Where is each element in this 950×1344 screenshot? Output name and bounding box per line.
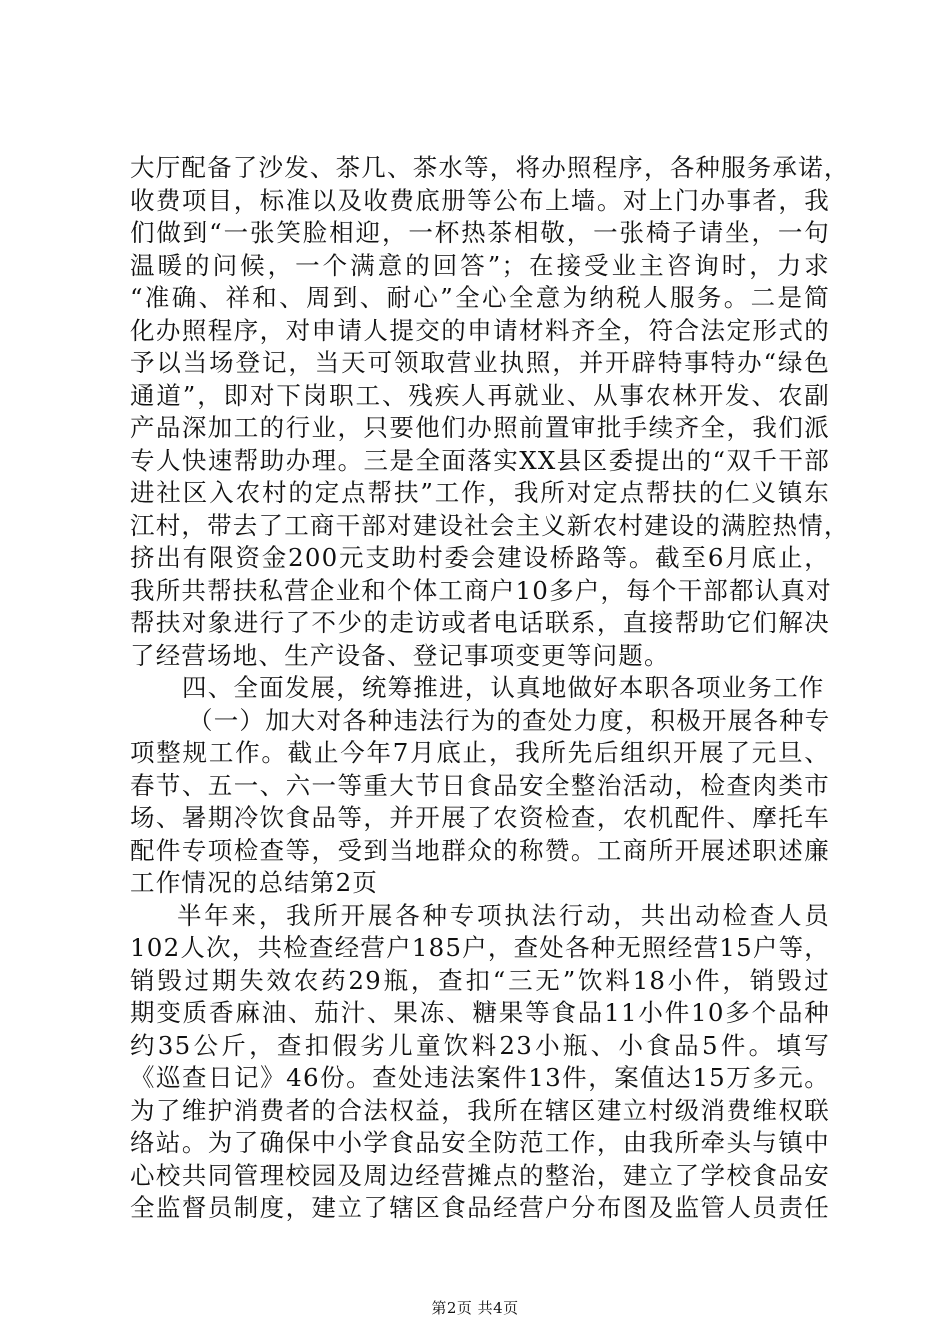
section-heading: 四、全面发展，统筹推进，认真地做好本职各项业务工作: [182, 673, 825, 702]
text-line: 心校共同管理校园及周边经营摊点的整治，建立了学校食品安: [130, 1160, 830, 1190]
text-line: 约35公斤，查扣假劣儿童饮料23小瓶、小食品5件。填写: [130, 1030, 830, 1060]
page-number-footer: 第2页 共4页: [431, 1299, 519, 1317]
text-line: 期变质香麻油、茄汁、果冻、糖果等食品11小件10多个品种: [130, 998, 830, 1027]
text-line: 收费项目，标准以及收费底册等公布上墙。对上门办事者，我: [130, 185, 830, 215]
text-line: 产品深加工的行业，只要他们办照前置审批手续齐全，我们派: [130, 413, 830, 442]
text-line: 大厅配备了沙发、茶几、茶水等，将办照程序，各种服务承诺，: [130, 153, 850, 182]
text-line: 工作情况的总结第2页: [130, 868, 379, 897]
text-line: 全监督员制度，建立了辖区食品经营户分布图及监管人员责任: [130, 1193, 830, 1222]
text-line: 温暖的问候，一个满意的回答”；在接受业主咨询时，力求: [130, 250, 830, 280]
text-line: 我所共帮扶私营企业和个体工商户10多户，每个干部都认真对: [130, 575, 832, 605]
text-line: 半年来，我所开展各种专项执法行动，共出动检查人员: [177, 900, 830, 930]
text-line: 予以当场登记，当天可领取营业执照，并开辟特事特办“绿色: [130, 348, 830, 377]
text-line: 配件专项检查等，受到当地群众的称赞。工商所开展述职述廉: [130, 835, 830, 865]
text-line: 化办照程序，对申请人提交的申请材料齐全，符合法定形式的: [130, 315, 830, 345]
text-line: 专人快速帮助办理。三是全面落实XX县区委提出的“双千干部: [130, 445, 830, 475]
document-body: [130, 152, 850, 1225]
text-line: 江村，带去了工商干部对建设社会主义新农村建设的满腔热情，: [130, 510, 850, 540]
text-line: 销毁过期失效农药29瓶，查扣“三无”饮料18小件，销毁过: [130, 965, 830, 995]
text-line: 春节、五一、六一等重大节日食品安全整治活动，检查肉类市: [130, 770, 830, 800]
text-line: 为了维护消费者的合法权益，我所在辖区建立村级消费维权联: [130, 1095, 830, 1125]
text-line: 挤出有限资金200元支助村委会建设桥路等。截至6月底止，: [130, 543, 830, 572]
text-line: 了经营场地、生产设备、登记事项变更等问题。: [130, 640, 670, 670]
text-line: 102人次，共检查经营户185户，查处各种无照经营15户等，: [130, 933, 830, 962]
text-line: 们做到“一张笑脸相迎，一杯热茶相敬，一张椅子请坐，一句: [130, 218, 830, 247]
text-line: （一）加大对各种违法行为的查处力度，积极开展各种专: [188, 705, 831, 735]
text-line: 络站。为了确保中小学食品安全防范工作，由我所牵头与镇中: [130, 1128, 830, 1157]
text-line: 通道”，即对下岗职工、残疾人再就业、从事农林开发、农副: [130, 380, 830, 410]
text-line: 进社区入农村的定点帮扶”工作，我所对定点帮扶的仁义镇东: [130, 478, 830, 507]
text-line: 项整规工作。截止今年7月底止，我所先后组织开展了元旦、: [130, 738, 830, 767]
text-line: 帮扶对象进行了不少的走访或者电话联系，直接帮助它们解决: [130, 608, 830, 637]
text-line: 场、暑期冷饮食品等，并开展了农资检查，农机配件、摩托车: [130, 803, 830, 832]
text-line: “准确、祥和、周到、耐心”全心全意为纳税人服务。二是简: [130, 283, 830, 312]
text-line: 《巡查日记》46份。查处违法案件13件，案值达15万多元。: [130, 1063, 830, 1092]
